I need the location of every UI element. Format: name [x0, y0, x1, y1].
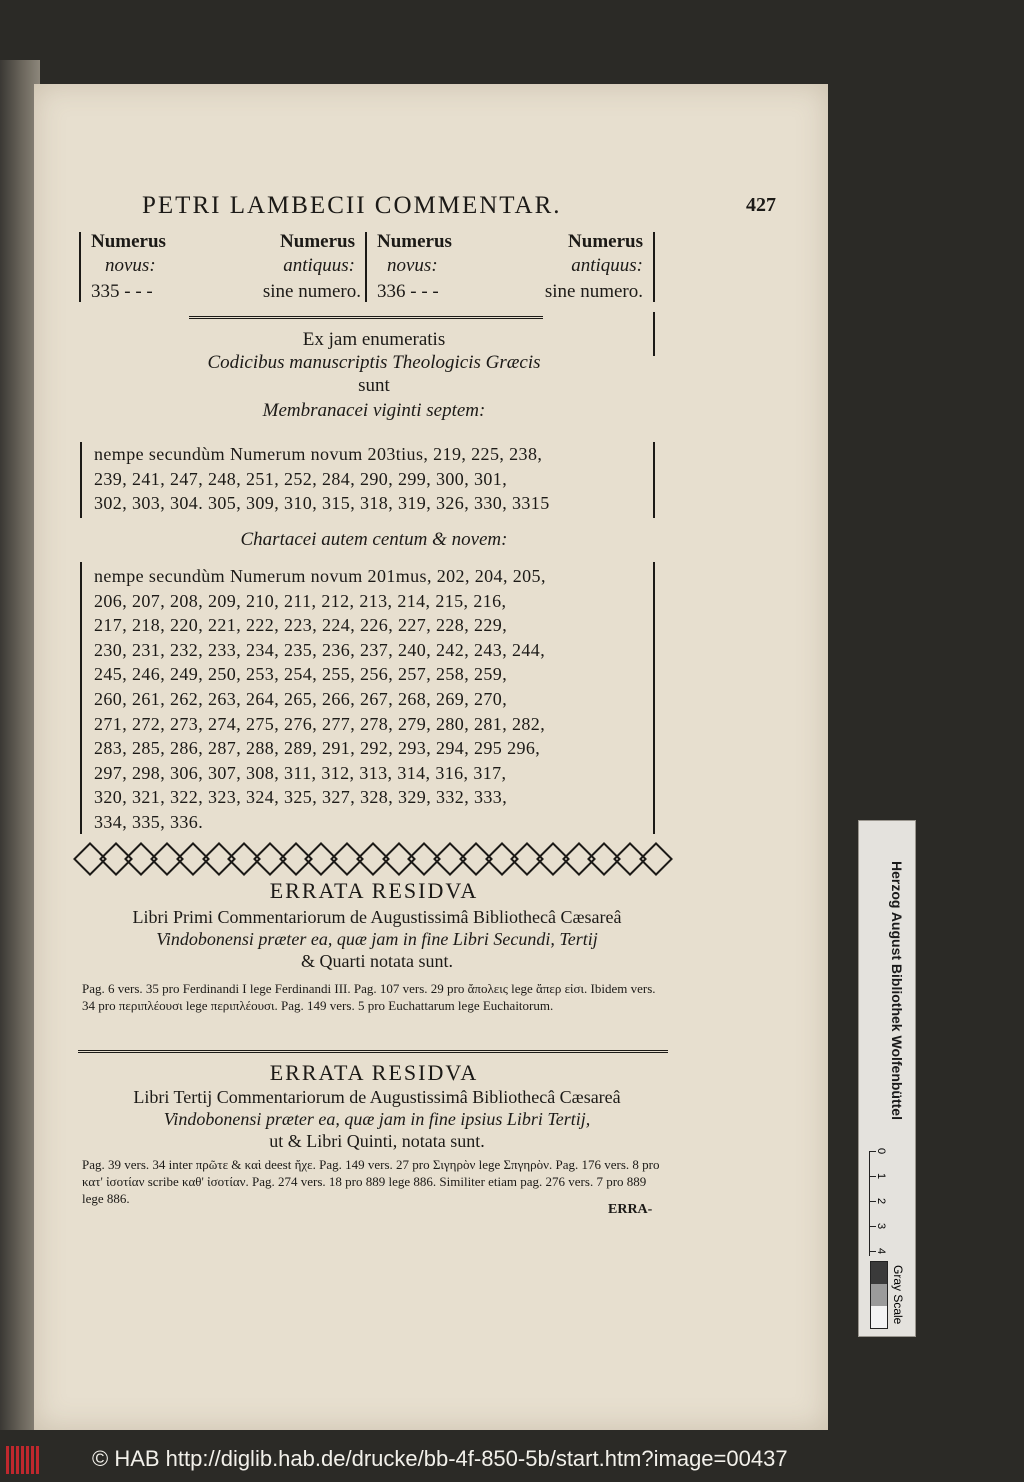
list-item: 217, 218, 220, 221, 222, 223, 224, 226, 227, 228, 229,	[94, 615, 508, 636]
table-right-border	[653, 232, 655, 302]
scale-number: 1	[875, 1172, 888, 1180]
gray-scale-label: Gray Scale	[891, 1265, 905, 1325]
ornament-band	[78, 841, 668, 875]
chartacei-left-border	[80, 562, 82, 834]
membranacei-left-border	[80, 442, 82, 518]
col-novus-1: Numerus novus:	[91, 231, 166, 276]
chartacei-list	[94, 564, 654, 835]
list-item: 334, 335, 336.	[94, 811, 204, 832]
catchword: ERRA-	[608, 1202, 653, 1217]
errata-2-title: ERRATA RESIDVA	[269, 1060, 479, 1085]
list-item: 260, 261, 262, 263, 264, 265, 266, 267, 268, 269, 270,	[94, 688, 508, 709]
table-divider	[365, 232, 367, 302]
hab-logo-icon	[6, 1446, 42, 1474]
errata-1-title: ERRATA RESIDVA	[269, 878, 479, 903]
library-name: Herzog August Bibliothek Wolfenbüttel	[889, 861, 905, 1120]
summary-intro: Ex jam enumeratis Codicibus manuscriptis Theologicis Græcis sunt Membranacei viginti septem:	[207, 329, 541, 421]
scale-number: 3	[875, 1222, 888, 1230]
list-item: 271, 272, 273, 274, 275, 276, 277, 278, 279, 280, 281, 282,	[94, 713, 546, 734]
library-color-card	[858, 820, 916, 1337]
list-item: nempe secundùm Numerum novum 203tius, 219, 225, 238,	[94, 444, 543, 464]
chartacei-heading: Chartacei autem centum & novem:	[240, 529, 508, 550]
gray-scale-swatch	[870, 1261, 888, 1329]
list-item: 283, 285, 286, 287, 288, 289, 291, 292, 293, 294, 295 296,	[94, 738, 541, 759]
col-novus-2: Numerus novus:	[377, 231, 452, 276]
errata-1-text: Libri Primi Commentariorum de Augustissimâ Bibliothecâ Cæsareâ Vindobonensi præter ea, quæ jam in fine Libri Secundi, Tertij & Quarti notata sunt.	[132, 907, 622, 971]
table-row-right: 336 - - - sine numero.	[377, 281, 643, 302]
scale-number: 0	[875, 1147, 888, 1155]
errata-2-text: Libri Tertij Commentariorum de Augustissimâ Bibliothecâ Cæsareâ Vindobonensi præter ea, quæ jam in fine ipsius Libri Tertij, ut & Libri Quinti, notata sunt.	[133, 1087, 621, 1151]
membranacei-list	[94, 442, 654, 516]
errata-divider	[78, 1050, 668, 1053]
copyright-credit: © HAB http://diglib.hab.de/drucke/bb-4f-850-5b/start.htm?image=00437	[92, 1446, 788, 1471]
footer-bar	[0, 1438, 1024, 1482]
list-item: 302, 303, 304. 305, 309, 310, 315, 318, 319, 326, 330, 3315	[94, 493, 550, 514]
list-item: 297, 298, 306, 307, 308, 311, 312, 313, 314, 316, 317,	[94, 762, 507, 783]
page-number: 427	[746, 194, 776, 216]
list-item: 206, 207, 208, 209, 210, 211, 212, 213, 214, 215, 216,	[94, 590, 507, 611]
cm-scale	[869, 1147, 890, 1256]
running-header	[134, 192, 774, 222]
list-item: 239, 241, 247, 248, 251, 252, 284, 290, 299, 300, 301,	[94, 468, 508, 489]
list-item: 320, 321, 322, 323, 324, 325, 327, 328, 329, 332, 333,	[94, 787, 508, 808]
errata-2-note: Pag. 39 vers. 34 inter πρῶτε & καὶ deest ἤχε. Pag. 149 vers. 27 pro Σιγηρὸν lege Σπγηρὸν. Pag. 176 vers. 8 pro κατ' ἰσοτίαν scribe καθ' ἰσοτίαν. Pag. 274 vers. 18 pro 889 lege 886. Similiter etiam pag. 276 vers. 7 pro 889 lege 886.	[82, 1157, 660, 1206]
table-row-left: 335 - - - sine numero.	[91, 281, 361, 302]
col-antiquus-1: Numerus antiquus:	[280, 231, 355, 276]
errata-1-note: Pag. 6 vers. 35 pro Ferdinandi I lege Ferdinandi III. Pag. 107 vers. 29 pro ἄπολεις lege ἄπερ εἰσι. Ibidem vers. 34 pro περιπλέουσι lege περιπλέουσι. Pag. 149 vers. 5 pro Euchattarum lege Euchaitorum.	[82, 981, 656, 1013]
running-title: PETRI LAMBECII COMMENTAR.	[142, 192, 562, 219]
scale-number: 4	[875, 1247, 888, 1255]
numerus-table	[79, 226, 655, 306]
scale-number: 2	[875, 1197, 888, 1205]
divider-rule	[189, 316, 543, 319]
list-item: 230, 231, 232, 233, 234, 235, 236, 237, 240, 242, 243, 244,	[94, 639, 546, 660]
book-page	[34, 84, 828, 1430]
list-item: 245, 246, 249, 250, 253, 254, 255, 256, 257, 258, 259,	[94, 664, 508, 685]
col-antiquus-2: Numerus antiquus:	[568, 231, 643, 276]
table-left-border	[79, 232, 81, 302]
list-item: nempe secundùm Numerum novum 201mus, 202, 204, 205,	[94, 566, 546, 586]
